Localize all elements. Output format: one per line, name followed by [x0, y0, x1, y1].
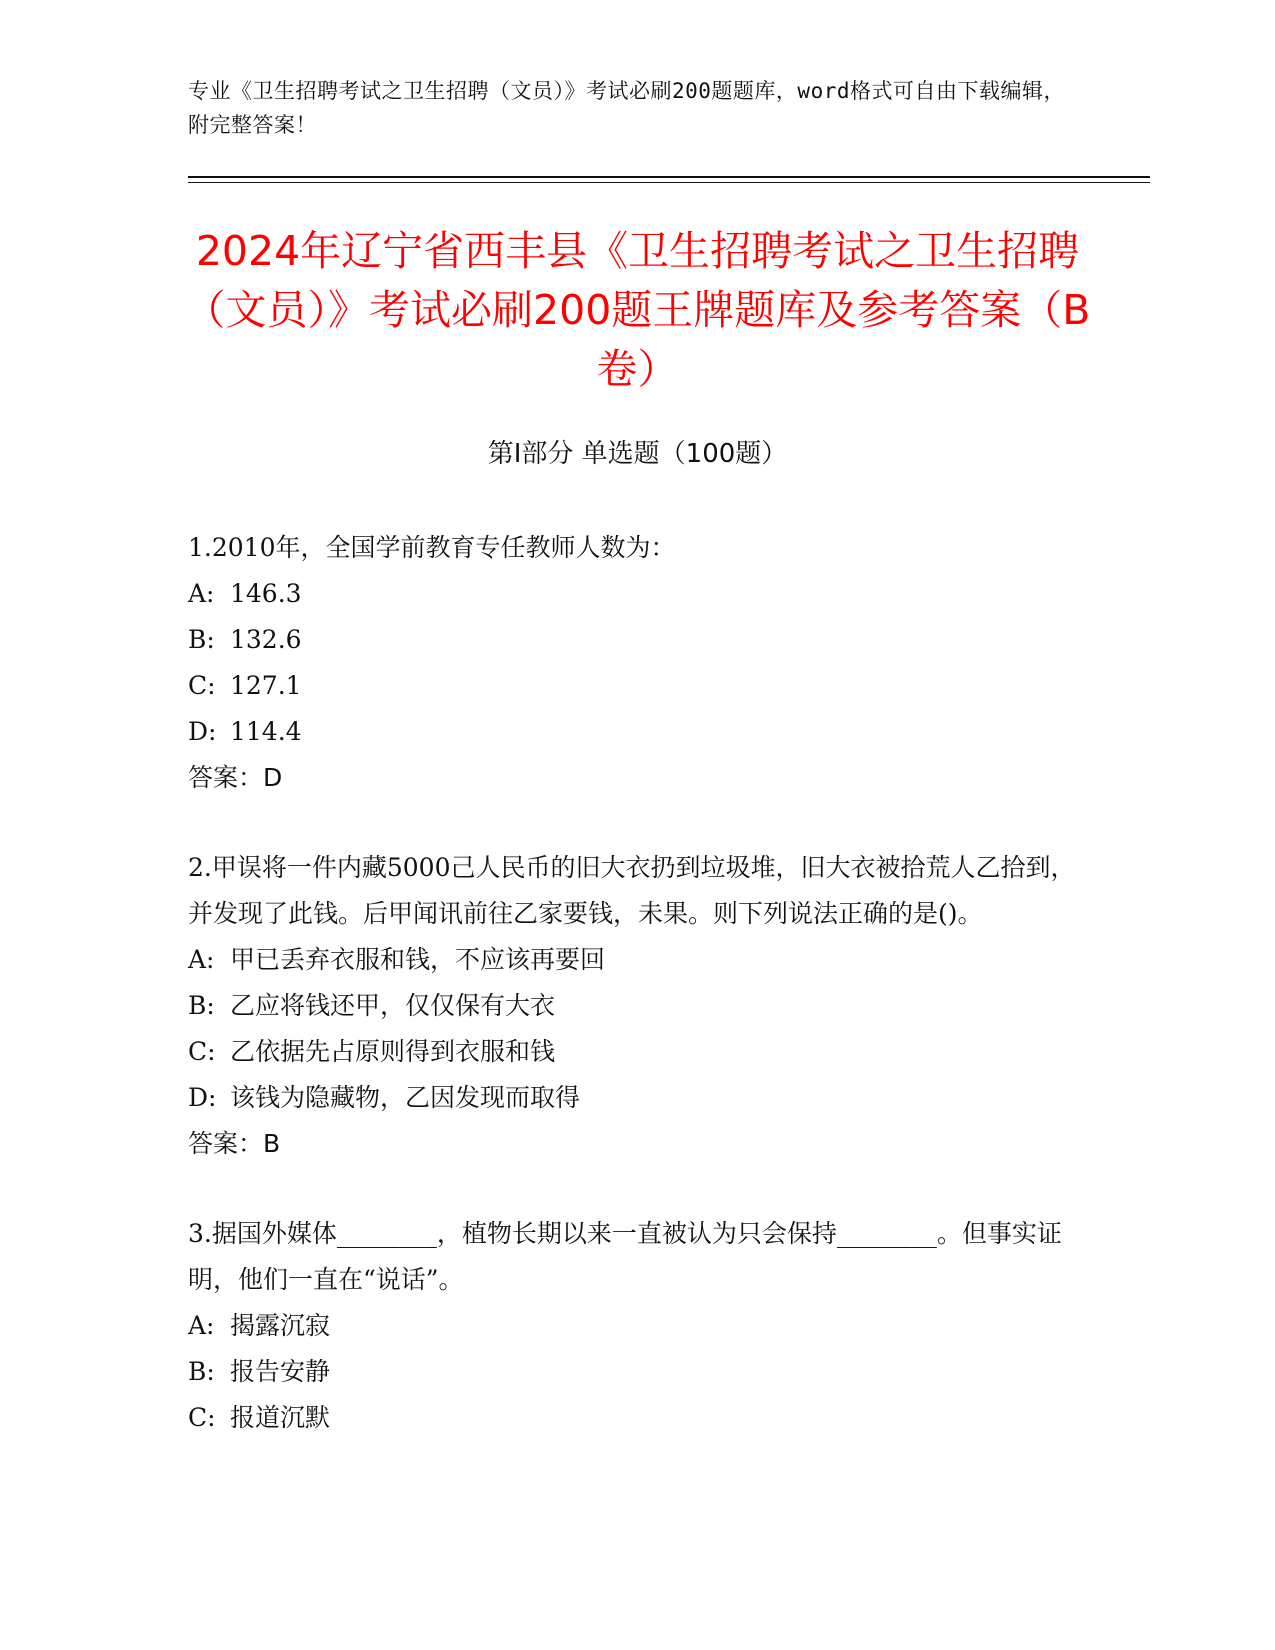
- question-stem: 3.据国外媒体________，植物长期以来一直被认为只会保持________。但事实证明，他们一直在“说话”。: [188, 1219, 1062, 1294]
- option-a: [188, 1303, 1088, 1349]
- option-text: 146.3: [230, 579, 302, 608]
- header-divider-thick: [188, 176, 1150, 178]
- section-title: 第Ⅰ部分 单选题（100题）: [487, 439, 788, 469]
- option-text: 揭露沉寂: [230, 1311, 331, 1340]
- option-key: A:: [188, 579, 215, 608]
- question-3: [188, 1211, 1088, 1441]
- option-text: 127.1: [230, 671, 302, 700]
- option-key: B:: [188, 991, 215, 1020]
- header-divider-thin: [188, 182, 1150, 183]
- option-text: 乙依据先占原则得到衣服和钱: [230, 1037, 556, 1066]
- answer-line: 答案：D: [188, 763, 283, 792]
- option-c: [188, 663, 1088, 709]
- option-key: C:: [188, 1403, 216, 1432]
- option-text: 132.6: [230, 625, 302, 654]
- question-stem: 1.2010年，全国学前教育专任教师人数为：: [188, 533, 676, 562]
- option-c: [188, 1029, 1088, 1075]
- option-a: [188, 571, 1088, 617]
- option-text: 报道沉默: [230, 1403, 331, 1432]
- option-text: 该钱为隐藏物，乙因发现而取得: [230, 1083, 581, 1112]
- option-key: A:: [188, 1311, 215, 1340]
- question-1: [188, 525, 1088, 801]
- document-title: 2024年辽宁省西丰县《卫生招聘考试之卫生招聘（文员）》考试必刷200题王牌题库及参考答案（B卷）: [184, 227, 1091, 393]
- option-b: [188, 983, 1088, 1029]
- question-2: [188, 845, 1088, 1167]
- option-key: B:: [188, 1357, 215, 1386]
- question-stem: 2.甲误将一件内藏5000己人民币的旧大衣扔到垃圾堆，旧大衣被拾荒人乙拾到，并发现了此钱。后甲闻讯前往乙家要钱，未果。则下列说法正确的是()。: [188, 853, 1076, 928]
- option-text: 报告安静: [230, 1357, 331, 1386]
- option-d: [188, 709, 1088, 755]
- option-text: 甲已丢弃衣服和钱，不应该再要回: [230, 945, 606, 974]
- header-note: 专业《卫生招聘考试之卫生招聘（文员）》考试必刷200题题库，word格式可自由下载编辑，附完整答案！: [188, 79, 1065, 137]
- option-key: C:: [188, 671, 216, 700]
- answer-line: 答案：B: [188, 1129, 281, 1158]
- option-b: [188, 1349, 1088, 1395]
- option-key: C:: [188, 1037, 216, 1066]
- option-a: [188, 937, 1088, 983]
- option-key: D:: [188, 1083, 217, 1112]
- question-list: [188, 525, 1088, 1485]
- option-c: [188, 1395, 1088, 1441]
- option-d: [188, 1075, 1088, 1121]
- option-key: D:: [188, 717, 217, 746]
- option-text: 114.4: [230, 717, 302, 746]
- option-key: B:: [188, 625, 215, 654]
- option-b: [188, 617, 1088, 663]
- option-text: 乙应将钱还甲，仅仅保有大衣: [230, 991, 556, 1020]
- option-key: A:: [188, 945, 215, 974]
